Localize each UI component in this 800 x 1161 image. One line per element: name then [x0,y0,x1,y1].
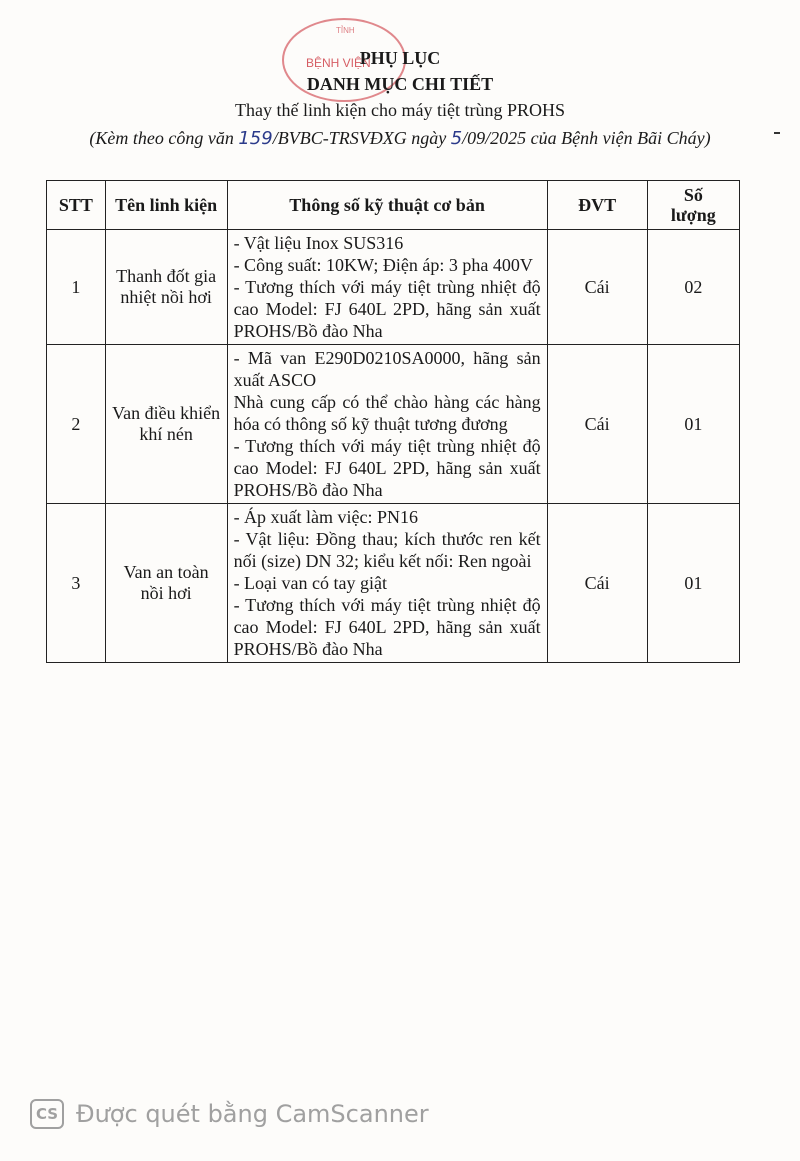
row-name: Van điều khiển khí nén [105,345,227,504]
camscanner-watermark [30,1096,429,1132]
row-name: Van an toàn nồi hơi [105,504,227,663]
row-qty: 01 [647,504,739,663]
spec-line: - Tương thích với máy tiệt trùng nhiệt độ cao Model: FJ 640L 2PD, hãng sản xuất PROHS/Bồ đào Nha [233,595,541,659]
table-row [47,230,740,345]
row-name: Thanh đốt gia nhiệt nồi hơi [105,230,227,345]
header-qty-line2: lượng [670,205,716,225]
row-unit: Cái [547,504,647,663]
spec-line: - Công suất: 10KW; Điện áp: 3 pha 400V [233,255,533,275]
row-spec [227,504,547,663]
row-spec [227,230,547,345]
header-spec: Thông số kỹ thuật cơ bản [227,181,547,230]
reference-day: 5 [450,128,463,149]
parts-table [46,180,740,663]
row-stt: 3 [47,504,106,663]
row-spec [227,345,547,504]
row-qty: 01 [647,345,739,504]
header-stt: STT [47,181,106,230]
row-stt: 1 [47,230,106,345]
header-qty [647,181,739,230]
stamp-top-text: TỈNH [336,26,355,35]
spec-line: - Tương thích với máy tiệt trùng nhiệt độ cao Model: FJ 640L 2PD, hãng sản xuất PROHS/Bồ đào Nha [233,436,541,500]
reference-suffix: /09/2025 của Bệnh viện Bãi Cháy) [462,128,711,148]
row-qty: 02 [647,230,739,345]
spec-line: - Áp xuất làm việc: PN16 [233,507,419,527]
table-row [47,504,740,663]
reference-mid: /BVBC-TRSVĐXG ngày [272,128,451,148]
spec-line: - Vật liệu: Đồng thau; kích thước ren kết nối (size) DN 32; kiểu kết nối: Ren ngoài [233,529,541,571]
spec-line: Nhà cung cấp có thể chào hàng các hàng hóa có thông số kỹ thuật tương đương [233,392,541,434]
header-name: Tên linh kiện [105,181,227,230]
reference-prefix: (Kèm theo công văn [89,128,239,148]
row-unit: Cái [547,345,647,504]
document-subtitle: Thay thế linh kiện cho máy tiệt trùng PROHS [235,100,565,120]
spec-line: - Vật liệu Inox SUS316 [233,233,404,253]
header-qty-line1: Số [683,185,703,205]
reference-line [0,128,800,149]
table-row [47,345,740,504]
camscanner-logo-icon: CS [30,1099,64,1129]
appendix-heading: PHỤ LỤC [359,48,441,68]
margin-mark [774,132,780,134]
header-unit: ĐVT [547,181,647,230]
spec-line: - Loại van có tay giật [233,573,388,593]
row-stt: 2 [47,345,106,504]
table-header-row [47,181,740,230]
stamp-text: BỆNH VIỆN [306,56,371,70]
spec-line: - Tương thích với máy tiệt trùng nhiệt độ cao Model: FJ 640L 2PD, hãng sản xuất PROHS/Bồ đào Nha [233,277,541,341]
row-unit: Cái [547,230,647,345]
watermark-text: Được quét bằng CamScanner [76,1100,429,1128]
reference-number: 159 [238,128,273,149]
document-title: DANH MỤC CHI TIẾT [306,74,494,94]
spec-line: - Mã van E290D0210SA0000, hãng sản xuất ASCO [233,348,541,390]
